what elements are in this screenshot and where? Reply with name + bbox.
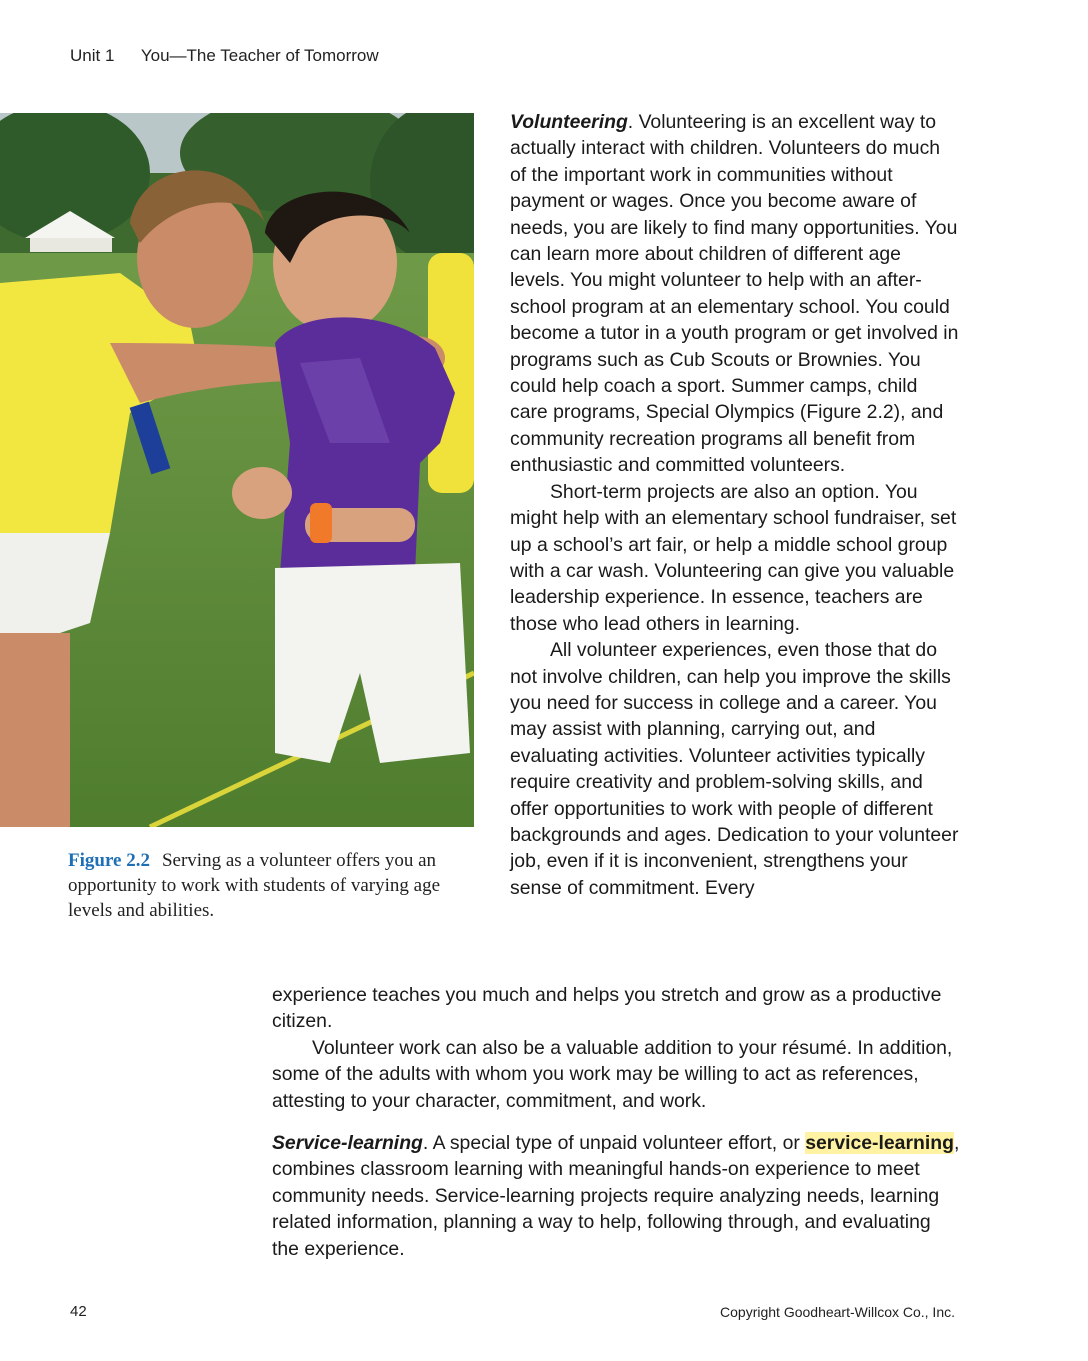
paragraph-all-volunteer: All volunteer experiences, even those that do not involve children, can help you improve the skills you need for success in college and a career. You may assist with planning, carrying out, and evaluating activities. Volunteer activities typically require creativity and problem-solving skills, and offer opportunities to work with people of different backgrounds and ages. Dedication to your volunteer job, even if it is inconvenient, strengthens your sense of commitment. Every (510, 639, 959, 899)
paragraph-service-learning (272, 1130, 962, 1262)
key-term-service-learning: service-learning (805, 1132, 954, 1155)
wide-column (272, 982, 962, 1262)
run-in-heading-volunteering: Volunteering (510, 111, 628, 133)
copyright-notice: Copyright Goodheart-Willcox Co., Inc. (720, 1304, 955, 1320)
service-learning-lead: . A special type of unpaid volunteer effort, or (422, 1132, 806, 1155)
volunteering-text: . Volunteering is an excellent way to actually interact with children. Volunteers do much of the important work in communities without payment or wages. Once you become aware of needs, you are likely to find many opportunities. You can learn more about children of different age levels. You might volunteer to help with an after-school program at an elementary school. You could become a tutor in a youth program or get involved in programs such as Cub Scouts or Brownies. You could help coach a sport. Summer camps, child care programs, Special Olympics (Figure 2.2), and community recreation programs all benefit from enthusiastic and committed volunteers. (510, 111, 959, 477)
run-in-heading-service-learning: Service-learning (272, 1132, 423, 1155)
paragraph-experience-cont: experience teaches you much and helps you stretch and grow as a productive citizen. (272, 984, 942, 1033)
service-learning-text: , combines classroom learning with meaningful hands-on experience to meet community needs. Service-learning projects require analyzing needs, learning related information, planning a way to help, following through, and evaluating the experience. (272, 1132, 960, 1260)
paragraph-short-term: Short-term projects are also an option. You might help with an elementary school fundraiser, set up a school’s art fair, or help a middle school group with a car wash. Volunteering can give you valuable leadership experience. In essence, teachers are those who lead others in learning. (510, 480, 957, 635)
unit-title: You—The Teacher of Tomorrow (140, 46, 379, 65)
unit-label: Unit 1 (70, 46, 115, 65)
volunteer-photo (0, 113, 474, 827)
figure-caption-text: Serving as a volunteer offers you an opportunity to work with students of varying age levels and abilities. (68, 850, 441, 921)
figure-caption (68, 848, 468, 923)
running-head (70, 46, 379, 66)
page-number: 42 (70, 1303, 87, 1320)
right-column (510, 109, 960, 901)
paragraph-volunteering (510, 109, 960, 479)
paragraph-resume: Volunteer work can also be a valuable addition to your résumé. In addition, some of the adults with whom you work may be willing to act as references, attesting to your character, commitment, and work. (272, 1036, 953, 1112)
figure-label: Figure 2.2 (68, 850, 150, 871)
